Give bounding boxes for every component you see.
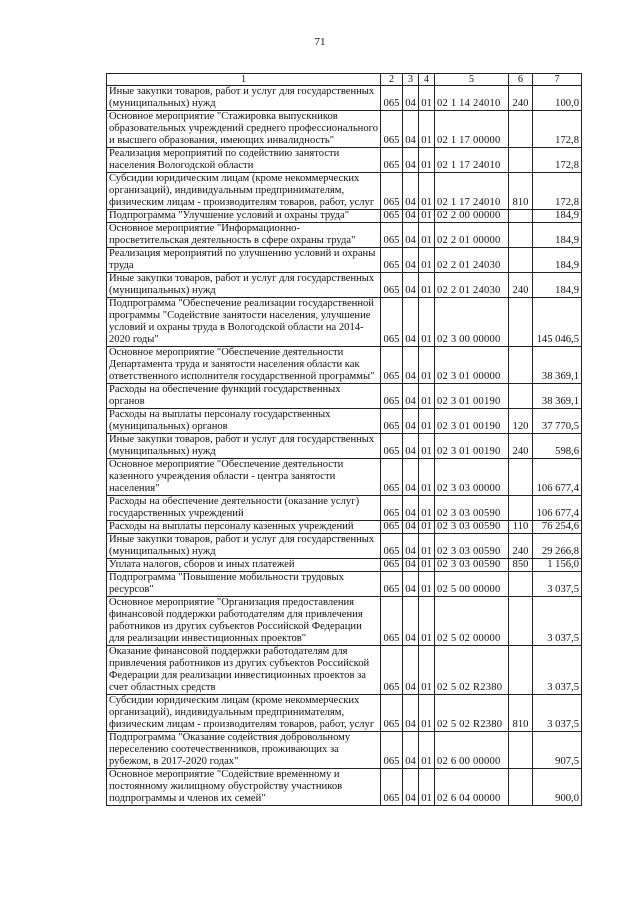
admin-code-cell: 065	[381, 384, 403, 409]
table-row	[107, 646, 582, 695]
subsection-cell: 01	[419, 459, 435, 496]
amount-cell: 184,9	[533, 273, 582, 298]
admin-code-cell: 065	[381, 248, 403, 273]
amount-cell: 106 677,4	[533, 496, 582, 521]
expense-type-cell	[509, 769, 533, 806]
subsection-cell: 01	[419, 732, 435, 769]
section-cell: 04	[403, 111, 419, 148]
expense-type-cell	[509, 597, 533, 646]
admin-code-cell: 065	[381, 695, 403, 732]
admin-code-cell: 065	[381, 173, 403, 210]
subsection-cell: 01	[419, 173, 435, 210]
table-row	[107, 572, 582, 597]
section-cell: 04	[403, 521, 419, 534]
amount-cell: 76 254,6	[533, 521, 582, 534]
amount-cell: 38 369,1	[533, 347, 582, 384]
target-article-cell: 02 3 01 00190	[435, 434, 509, 459]
subsection-cell: 01	[419, 496, 435, 521]
budget-table	[106, 73, 582, 806]
table-row	[107, 732, 582, 769]
section-cell: 04	[403, 298, 419, 347]
row-name-cell: Расходы на обеспечение деятельности (оказание услуг) государственных учреждений	[107, 496, 381, 521]
subsection-cell: 01	[419, 384, 435, 409]
row-name-cell: Подпрограмма "Повышение мобильности трудовых ресурсов"	[107, 572, 381, 597]
admin-code-cell: 065	[381, 521, 403, 534]
amount-cell: 3 037,5	[533, 597, 582, 646]
subsection-cell: 01	[419, 347, 435, 384]
target-article-cell: 02 2 01 24030	[435, 273, 509, 298]
admin-code-cell: 065	[381, 409, 403, 434]
section-cell: 04	[403, 148, 419, 173]
table-row	[107, 173, 582, 210]
expense-type-cell	[509, 148, 533, 173]
expense-type-cell	[509, 459, 533, 496]
target-article-cell: 02 1 17 24010	[435, 148, 509, 173]
row-name-cell: Подпрограмма "Улучшение условий и охраны труда"	[107, 210, 381, 223]
subsection-cell: 01	[419, 521, 435, 534]
expense-type-cell	[509, 496, 533, 521]
row-name-cell: Субсидии юридическим лицам (кроме некоммерческих организаций), индивидуальным предпринимателям, физическим лицам - производителям товаров, работ, услуг	[107, 173, 381, 210]
expense-type-cell: 110	[509, 521, 533, 534]
table-row	[107, 347, 582, 384]
column-header: 3	[403, 74, 419, 86]
table-row	[107, 434, 582, 459]
section-cell: 04	[403, 534, 419, 559]
admin-code-cell: 065	[381, 534, 403, 559]
target-article-cell: 02 5 02 00000	[435, 597, 509, 646]
section-cell: 04	[403, 559, 419, 572]
table-row	[107, 384, 582, 409]
amount-cell: 29 266,8	[533, 534, 582, 559]
expense-type-cell: 850	[509, 559, 533, 572]
row-name-cell: Основное мероприятие "Обеспечение деятельности казенного учреждения области - центра занятости населения"	[107, 459, 381, 496]
amount-cell: 100,0	[533, 86, 582, 111]
admin-code-cell: 065	[381, 572, 403, 597]
column-header: 1	[107, 74, 381, 86]
table-row	[107, 111, 582, 148]
amount-cell: 172,8	[533, 148, 582, 173]
target-article-cell: 02 3 03 00000	[435, 459, 509, 496]
admin-code-cell: 065	[381, 111, 403, 148]
row-name-cell: Иные закупки товаров, работ и услуг для государственных (муниципальных) нужд	[107, 86, 381, 111]
expense-type-cell: 810	[509, 695, 533, 732]
target-article-cell: 02 2 01 24030	[435, 248, 509, 273]
subsection-cell: 01	[419, 409, 435, 434]
subsection-cell: 01	[419, 223, 435, 248]
subsection-cell: 01	[419, 646, 435, 695]
target-article-cell: 02 5 00 00000	[435, 572, 509, 597]
admin-code-cell: 065	[381, 732, 403, 769]
subsection-cell: 01	[419, 597, 435, 646]
amount-cell: 106 677,4	[533, 459, 582, 496]
page-number: 71	[314, 36, 326, 48]
section-cell: 04	[403, 459, 419, 496]
row-name-cell: Субсидии юридическим лицам (кроме некоммерческих организаций), индивидуальным предпринимателям, физическим лицам - производителям товаров, работ, услуг	[107, 695, 381, 732]
row-name-cell: Расходы на выплаты персоналу государственных (муниципальных) органов	[107, 409, 381, 434]
admin-code-cell: 065	[381, 298, 403, 347]
amount-cell: 172,8	[533, 173, 582, 210]
section-cell: 04	[403, 347, 419, 384]
column-header: 2	[381, 74, 403, 86]
table-row	[107, 298, 582, 347]
admin-code-cell: 065	[381, 223, 403, 248]
target-article-cell: 02 3 00 00000	[435, 298, 509, 347]
row-name-cell: Уплата налогов, сборов и иных платежей	[107, 559, 381, 572]
row-name-cell: Основное мероприятие "Обеспечение деятельности Департамента труда и занятости населения области как ответственного исполнителя государственной программы"	[107, 347, 381, 384]
subsection-cell: 01	[419, 434, 435, 459]
expense-type-cell	[509, 347, 533, 384]
amount-cell: 38 369,1	[533, 384, 582, 409]
target-article-cell: 02 2 01 00000	[435, 223, 509, 248]
amount-cell: 907,5	[533, 732, 582, 769]
table-row	[107, 248, 582, 273]
target-article-cell: 02 2 00 00000	[435, 210, 509, 223]
amount-cell: 3 037,5	[533, 646, 582, 695]
section-cell: 04	[403, 273, 419, 298]
expense-type-cell	[509, 248, 533, 273]
admin-code-cell: 065	[381, 459, 403, 496]
section-cell: 04	[403, 384, 419, 409]
subsection-cell: 01	[419, 572, 435, 597]
amount-cell: 598,6	[533, 434, 582, 459]
section-cell: 04	[403, 173, 419, 210]
target-article-cell: 02 1 17 00000	[435, 111, 509, 148]
subsection-cell: 01	[419, 148, 435, 173]
table-row	[107, 769, 582, 806]
admin-code-cell: 065	[381, 646, 403, 695]
column-header: 5	[435, 74, 509, 86]
expense-type-cell: 240	[509, 534, 533, 559]
section-cell: 04	[403, 695, 419, 732]
row-name-cell: Подпрограмма "Оказание содействия добровольному переселению соотечественников, проживающих за рубежом, в 2017-2020 годах"	[107, 732, 381, 769]
amount-cell: 172,8	[533, 111, 582, 148]
row-name-cell: Расходы на выплаты персоналу казенных учреждений	[107, 521, 381, 534]
subsection-cell: 01	[419, 111, 435, 148]
section-cell: 04	[403, 409, 419, 434]
expense-type-cell: 810	[509, 173, 533, 210]
table-header-row	[107, 74, 582, 86]
expense-type-cell: 240	[509, 273, 533, 298]
admin-code-cell: 065	[381, 769, 403, 806]
section-cell: 04	[403, 572, 419, 597]
target-article-cell: 02 3 03 00590	[435, 496, 509, 521]
row-name-cell: Реализация мероприятий по улучшению условий и охраны труда	[107, 248, 381, 273]
target-article-cell: 02 1 17 24010	[435, 173, 509, 210]
column-header: 7	[533, 74, 582, 86]
section-cell: 04	[403, 646, 419, 695]
expense-type-cell: 240	[509, 86, 533, 111]
admin-code-cell: 065	[381, 273, 403, 298]
table-row	[107, 496, 582, 521]
expense-type-cell	[509, 572, 533, 597]
row-name-cell: Основное мероприятие "Стажировка выпускников образовательных учреждений среднего профессионального и высшего образования, имеющих инвалидность"	[107, 111, 381, 148]
row-name-cell: Расходы на обеспечение функций государственных органов	[107, 384, 381, 409]
target-article-cell: 02 3 01 00190	[435, 384, 509, 409]
admin-code-cell: 065	[381, 597, 403, 646]
subsection-cell: 01	[419, 695, 435, 732]
table-row	[107, 695, 582, 732]
target-article-cell: 02 5 02 R2380	[435, 646, 509, 695]
row-name-cell: Основное мероприятие "Организация предоставления финансовой поддержки работодателям для привлечения работников из других субъектов Российской Федерации для реализации инвестиционных проектов"	[107, 597, 381, 646]
section-cell: 04	[403, 496, 419, 521]
table-row	[107, 210, 582, 223]
amount-cell: 900,0	[533, 769, 582, 806]
row-name-cell: Иные закупки товаров, работ и услуг для государственных (муниципальных) нужд	[107, 534, 381, 559]
expense-type-cell: 120	[509, 409, 533, 434]
subsection-cell: 01	[419, 210, 435, 223]
admin-code-cell: 065	[381, 434, 403, 459]
admin-code-cell: 065	[381, 559, 403, 572]
expense-type-cell	[509, 646, 533, 695]
table-row	[107, 273, 582, 298]
table-row	[107, 148, 582, 173]
target-article-cell: 02 3 03 00590	[435, 559, 509, 572]
target-article-cell: 02 3 03 00590	[435, 534, 509, 559]
amount-cell: 37 770,5	[533, 409, 582, 434]
target-article-cell: 02 3 01 00000	[435, 347, 509, 384]
admin-code-cell: 065	[381, 347, 403, 384]
subsection-cell: 01	[419, 769, 435, 806]
amount-cell: 3 037,5	[533, 695, 582, 732]
section-cell: 04	[403, 248, 419, 273]
subsection-cell: 01	[419, 86, 435, 111]
table-row	[107, 597, 582, 646]
section-cell: 04	[403, 86, 419, 111]
target-article-cell: 02 5 02 R2380	[435, 695, 509, 732]
subsection-cell: 01	[419, 559, 435, 572]
amount-cell: 3 037,5	[533, 572, 582, 597]
table-row	[107, 86, 582, 111]
section-cell: 04	[403, 210, 419, 223]
expense-type-cell	[509, 223, 533, 248]
amount-cell: 184,9	[533, 248, 582, 273]
target-article-cell: 02 3 03 00590	[435, 521, 509, 534]
table-row	[107, 409, 582, 434]
subsection-cell: 01	[419, 248, 435, 273]
row-name-cell: Оказание финансовой поддержки работодателям для привлечения работников из других субъектов Российской Федерации для реализации инвестиционных проектов за счет областных средств	[107, 646, 381, 695]
row-name-cell: Реализация мероприятий по содействию занятости населения Вологодской области	[107, 148, 381, 173]
expense-type-cell	[509, 111, 533, 148]
admin-code-cell: 065	[381, 210, 403, 223]
column-header: 4	[419, 74, 435, 86]
expense-type-cell	[509, 384, 533, 409]
section-cell: 04	[403, 732, 419, 769]
row-name-cell: Иные закупки товаров, работ и услуг для государственных (муниципальных) нужд	[107, 273, 381, 298]
table-row	[107, 559, 582, 572]
target-article-cell: 02 6 04 00000	[435, 769, 509, 806]
amount-cell: 145 046,5	[533, 298, 582, 347]
subsection-cell: 01	[419, 273, 435, 298]
expense-type-cell: 240	[509, 434, 533, 459]
section-cell: 04	[403, 223, 419, 248]
row-name-cell: Подпрограмма "Обеспечение реализации государственной программы "Содействие занятости населения, улучшение условий и охраны труда в Вологодской области на 2014-2020 годы"	[107, 298, 381, 347]
target-article-cell: 02 1 14 24010	[435, 86, 509, 111]
amount-cell: 1 156,0	[533, 559, 582, 572]
row-name-cell: Основное мероприятие "Содействие временному и постоянному жилищному обустройству участников подпрограммы и членов их семей"	[107, 769, 381, 806]
amount-cell: 184,9	[533, 223, 582, 248]
subsection-cell: 01	[419, 534, 435, 559]
table-row	[107, 459, 582, 496]
row-name-cell: Иные закупки товаров, работ и услуг для государственных (муниципальных) нужд	[107, 434, 381, 459]
target-article-cell: 02 6 00 00000	[435, 732, 509, 769]
section-cell: 04	[403, 769, 419, 806]
expense-type-cell	[509, 298, 533, 347]
target-article-cell: 02 3 01 00190	[435, 409, 509, 434]
amount-cell: 184,9	[533, 210, 582, 223]
expense-type-cell	[509, 210, 533, 223]
admin-code-cell: 065	[381, 496, 403, 521]
admin-code-cell: 065	[381, 148, 403, 173]
table-row	[107, 223, 582, 248]
subsection-cell: 01	[419, 298, 435, 347]
column-header: 6	[509, 74, 533, 86]
section-cell: 04	[403, 597, 419, 646]
admin-code-cell: 065	[381, 86, 403, 111]
section-cell: 04	[403, 434, 419, 459]
expense-type-cell	[509, 732, 533, 769]
table-row	[107, 534, 582, 559]
table-row	[107, 521, 582, 534]
row-name-cell: Основное мероприятие "Информационно-просветительская деятельность в сфере охраны труда"	[107, 223, 381, 248]
